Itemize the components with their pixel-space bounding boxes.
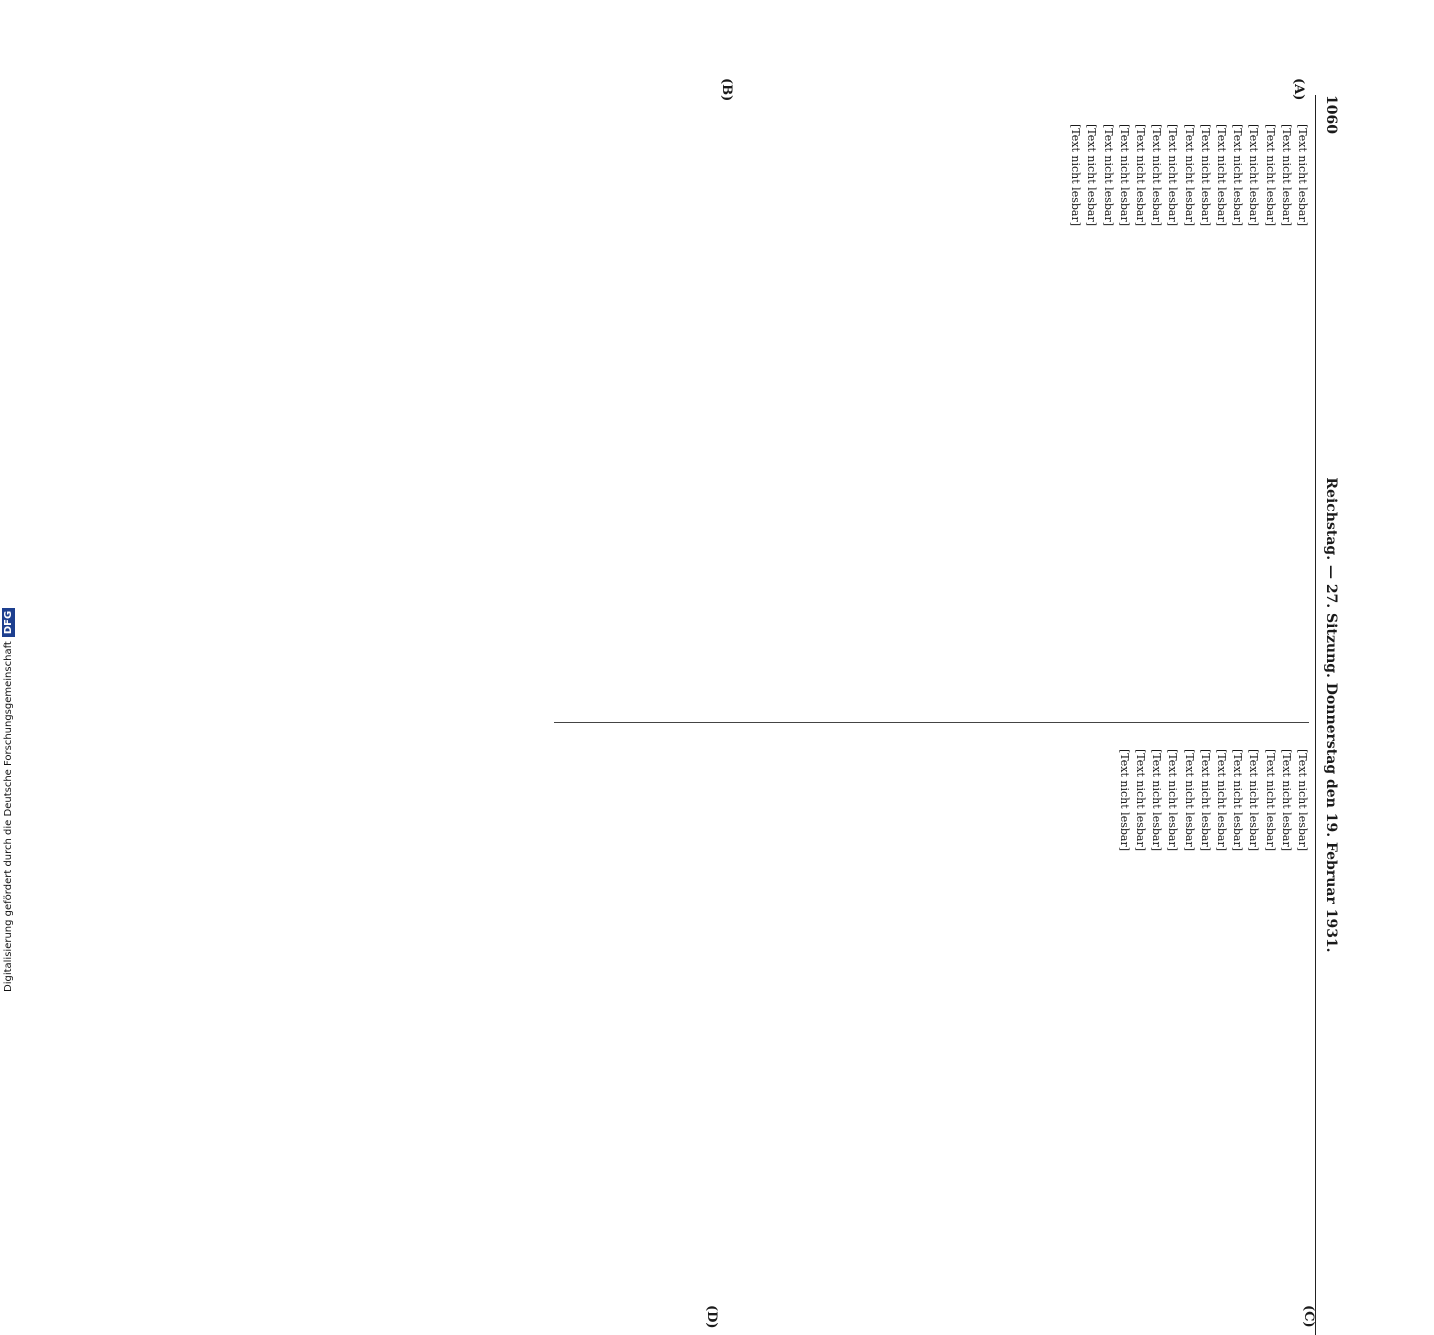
page-number: 1060 — [1323, 95, 1339, 134]
paragraph: [Text nicht lesbar] — [1117, 124, 1131, 226]
paragraph: [Text nicht lesbar] — [1150, 124, 1164, 226]
paragraph: [Text nicht lesbar] — [1166, 124, 1180, 226]
paragraph: [Text nicht lesbar] — [1182, 124, 1196, 226]
paragraph: [Text nicht lesbar] — [1247, 749, 1261, 851]
paragraph: [Text nicht lesbar] — [1263, 124, 1277, 226]
paragraph: [Text nicht lesbar] — [1133, 749, 1147, 851]
right-column — [549, 735, 1309, 1335]
paragraph: [Text nicht lesbar] — [1279, 124, 1293, 226]
column-divider — [554, 722, 1309, 723]
paragraph: [Text nicht lesbar] — [1069, 124, 1083, 226]
page-header — [1317, 95, 1339, 1335]
dfg-logo: DFG — [2, 608, 15, 637]
paragraph: [Text nicht lesbar] — [1231, 124, 1245, 226]
paragraph: [Text nicht lesbar] — [1150, 749, 1164, 851]
paragraph: [Text nicht lesbar] — [1085, 124, 1099, 226]
paragraph: [Text nicht lesbar] — [1296, 749, 1309, 851]
margin-marker-b: (B) — [719, 78, 734, 102]
left-column — [549, 110, 1309, 710]
paragraph: [Text nicht lesbar] — [1166, 749, 1180, 851]
paragraph: [Text nicht lesbar] — [1198, 749, 1212, 851]
margin-marker-a: (A) — [1291, 78, 1306, 101]
paragraph: [Text nicht lesbar] — [1117, 749, 1131, 851]
paragraph: [Text nicht lesbar] — [1247, 124, 1261, 226]
paragraph: [Text nicht lesbar] — [1231, 749, 1245, 851]
paragraph: [Text nicht lesbar] — [1182, 749, 1196, 851]
paragraph: [Text nicht lesbar] — [1133, 124, 1147, 226]
paragraph: [Text nicht lesbar] — [1101, 124, 1115, 226]
header-rule — [1315, 95, 1316, 1335]
margin-marker-d: (D) — [704, 1305, 719, 1329]
footer-text: Digitalisierung gefördert durch die Deutsche Forschungsgemeinschaft — [3, 641, 14, 992]
paragraph: [Text nicht lesbar] — [1198, 124, 1212, 226]
digitization-footer — [2, 608, 15, 992]
paragraph: [Text nicht lesbar] — [1214, 124, 1228, 226]
paragraph: [Text nicht lesbar] — [1296, 124, 1309, 226]
paragraph: [Text nicht lesbar] — [1214, 749, 1228, 851]
margin-marker-c: (C) — [1301, 1305, 1316, 1328]
paragraph: [Text nicht lesbar] — [1263, 749, 1277, 851]
running-title: Reichstag. — 27. Sitzung. Donnerstag den 19. Februar 1931. — [1323, 477, 1339, 953]
paragraph: [Text nicht lesbar] — [1279, 749, 1293, 851]
